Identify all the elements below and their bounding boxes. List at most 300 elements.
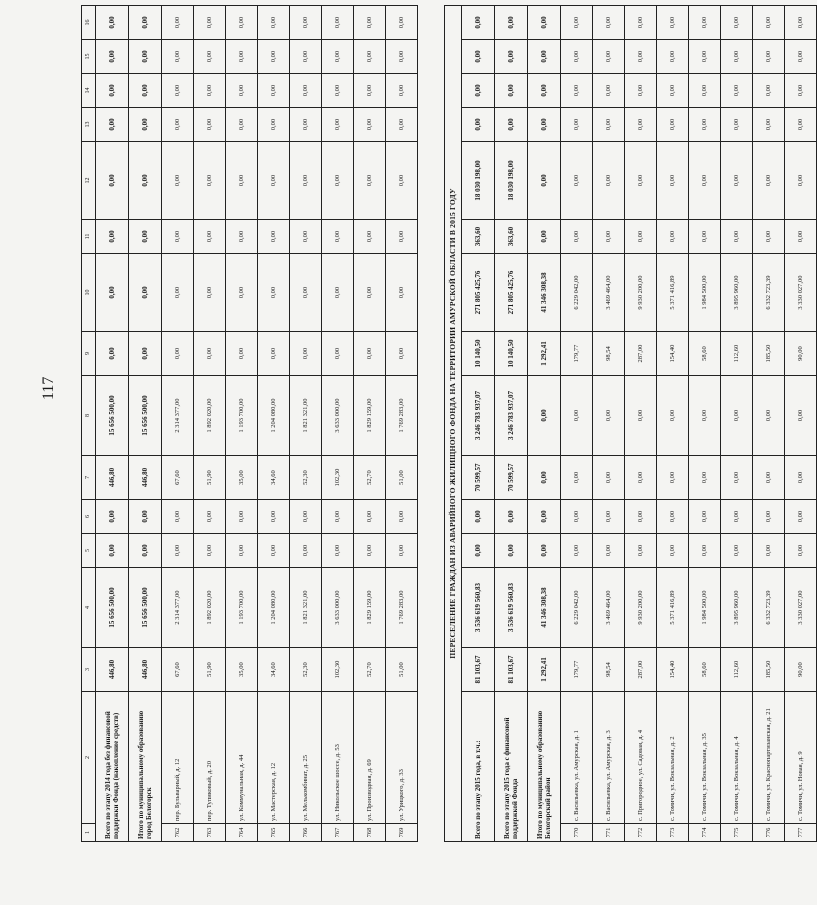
value-cell: 0,00	[290, 534, 322, 568]
spacer-cell	[418, 6, 445, 842]
address-cell: с. Томичи, ул. Вокзальная, д. 2	[657, 692, 689, 824]
value-cell: 179,77	[561, 648, 593, 692]
value-cell: 0,00	[625, 108, 657, 142]
value-cell: 0,00	[625, 142, 657, 220]
value-cell: 0,00	[226, 534, 258, 568]
value-cell: 0,00	[785, 40, 817, 74]
value-cell: 0,00	[194, 74, 226, 108]
value-cell: 0,00	[162, 108, 194, 142]
row-number: 770	[561, 824, 593, 842]
value-cell: 0,00	[785, 74, 817, 108]
column-number: 1	[82, 824, 96, 842]
value-cell: 0,00	[753, 376, 785, 456]
value-cell: 1 769 283,00	[386, 568, 418, 648]
page-number: 117	[40, 376, 57, 400]
row-number: 763	[194, 824, 226, 842]
value-cell: 81 103,67	[462, 648, 495, 692]
address-cell: ул. Коммунальная, д. 44	[226, 692, 258, 824]
value-cell: 0,00	[386, 534, 418, 568]
value-cell: 51,00	[386, 456, 418, 500]
value-cell: 1 892 020,00	[194, 376, 226, 456]
value-cell: 0,00	[194, 40, 226, 74]
value-cell: 0,00	[322, 74, 354, 108]
value-cell: 0,00	[354, 220, 386, 254]
value-cell: 0,00	[689, 142, 721, 220]
value-cell: 0,00	[129, 332, 162, 376]
value-cell: 154,40	[657, 648, 689, 692]
value-cell: 154,40	[657, 332, 689, 376]
value-cell: 0,00	[593, 534, 625, 568]
value-cell: 5 371 416,89	[657, 254, 689, 332]
value-cell: 0,00	[129, 74, 162, 108]
value-cell: 0,00	[689, 500, 721, 534]
fund-total-row-2015	[495, 6, 528, 842]
value-cell: 0,00	[721, 376, 753, 456]
column-number: 16	[82, 6, 96, 40]
value-cell: 35,00	[226, 648, 258, 692]
column-number: 9	[82, 332, 96, 376]
table-row	[561, 6, 593, 842]
value-cell: 0,00	[721, 142, 753, 220]
address-cell: с. Томичи, ул. Новая, д. 9	[785, 692, 817, 824]
value-cell: 0,00	[689, 6, 721, 40]
municipal-total-row	[129, 6, 162, 842]
value-cell: 1 193 700,00	[226, 568, 258, 648]
value-cell: 446,80	[96, 648, 129, 692]
value-cell: 0,00	[322, 40, 354, 74]
value-cell: 0,00	[226, 40, 258, 74]
value-cell: 0,00	[657, 142, 689, 220]
value-cell: 3 469 464,00	[593, 568, 625, 648]
value-cell: 0,00	[322, 6, 354, 40]
value-cell: 0,00	[657, 220, 689, 254]
value-cell: 0,00	[194, 254, 226, 332]
value-cell: 0,00	[96, 108, 129, 142]
value-cell: 35,00	[226, 456, 258, 500]
value-cell: 0,00	[322, 332, 354, 376]
column-number: 14	[82, 74, 96, 108]
value-cell: 0,00	[593, 456, 625, 500]
value-cell: 0,00	[354, 74, 386, 108]
value-cell: 0,00	[721, 40, 753, 74]
value-cell: 0,00	[495, 108, 528, 142]
value-cell: 0,00	[689, 534, 721, 568]
address-cell: ул. Никольское шоссе, д. 53	[322, 692, 354, 824]
value-cell: 98,54	[593, 648, 625, 692]
value-cell: 0,00	[462, 40, 495, 74]
value-cell: 3 330 027,00	[785, 568, 817, 648]
value-cell: 0,00	[162, 6, 194, 40]
value-cell: 0,00	[322, 108, 354, 142]
table-row	[386, 6, 418, 842]
table-row	[689, 6, 721, 842]
value-cell: 0,00	[129, 500, 162, 534]
value-cell: 446,80	[129, 648, 162, 692]
value-cell: 52,30	[290, 456, 322, 500]
value-cell: 0,00	[753, 500, 785, 534]
value-cell: 0,00	[721, 74, 753, 108]
value-cell: 0,00	[528, 500, 561, 534]
value-cell: 58,60	[689, 648, 721, 692]
value-cell: 0,00	[721, 6, 753, 40]
value-cell: 0,00	[561, 108, 593, 142]
value-cell: 0,00	[625, 456, 657, 500]
value-cell: 0,00	[721, 456, 753, 500]
value-cell: 0,00	[129, 142, 162, 220]
value-cell: 0,00	[689, 40, 721, 74]
value-cell: 0,00	[657, 6, 689, 40]
value-cell: 0,00	[561, 40, 593, 74]
value-cell: 0,00	[462, 6, 495, 40]
value-cell: 98,54	[593, 332, 625, 376]
value-cell: 287,00	[625, 648, 657, 692]
value-cell: 0,00	[528, 6, 561, 40]
value-cell: 0,00	[561, 456, 593, 500]
value-cell: 0,00	[258, 40, 290, 74]
value-cell: 0,00	[194, 142, 226, 220]
value-cell: 271 805 425,76	[495, 254, 528, 332]
column-number: 15	[82, 40, 96, 74]
column-number: 6	[82, 500, 96, 534]
value-cell: 0,00	[689, 376, 721, 456]
value-cell: 0,00	[785, 142, 817, 220]
value-cell: 0,00	[226, 220, 258, 254]
value-cell: 3 246 783 937,07	[462, 376, 495, 456]
table-row	[625, 6, 657, 842]
section-heading-body	[418, 6, 462, 842]
table-row	[354, 6, 386, 842]
value-cell: 0,00	[785, 108, 817, 142]
value-cell: 3 469 464,00	[593, 254, 625, 332]
value-cell: 0,00	[528, 220, 561, 254]
value-cell: 1 204 080,00	[258, 376, 290, 456]
address-cell: пер. Бульварный, д. 12	[162, 692, 194, 824]
value-cell: 5 371 416,89	[657, 568, 689, 648]
value-cell: 0,00	[354, 142, 386, 220]
value-cell: 0,00	[226, 500, 258, 534]
value-cell: 0,00	[354, 534, 386, 568]
address-cell: с. Томичи, ул. Вокзальная, д. 4	[721, 692, 753, 824]
value-cell: 1 204 080,00	[258, 568, 290, 648]
value-cell: 3 536 619 560,83	[495, 568, 528, 648]
value-cell: 0,00	[129, 6, 162, 40]
value-cell: 1 829 159,00	[354, 568, 386, 648]
value-cell: 10 140,50	[462, 332, 495, 376]
value-cell: 0,00	[625, 6, 657, 40]
table-row	[785, 6, 817, 842]
value-cell: 51,90	[194, 456, 226, 500]
value-cell: 0,00	[721, 220, 753, 254]
value-cell: 6 332 723,39	[753, 568, 785, 648]
value-cell: 0,00	[129, 40, 162, 74]
value-cell: 0,00	[386, 40, 418, 74]
value-cell: 34,60	[258, 456, 290, 500]
column-number: 10	[82, 254, 96, 332]
value-cell: 0,00	[226, 6, 258, 40]
value-cell: 0,00	[753, 6, 785, 40]
column-number: 7	[82, 456, 96, 500]
value-cell: 0,00	[258, 534, 290, 568]
value-cell: 90,00	[785, 648, 817, 692]
value-cell: 1 984 500,00	[689, 568, 721, 648]
value-cell: 3 633 000,00	[322, 376, 354, 456]
table-row	[753, 6, 785, 842]
value-cell: 0,00	[528, 376, 561, 456]
value-cell: 1 769 283,00	[386, 376, 418, 456]
value-cell: 0,00	[753, 40, 785, 74]
value-cell: 70 599,57	[462, 456, 495, 500]
row-number: 768	[354, 824, 386, 842]
value-cell: 179,77	[561, 332, 593, 376]
value-cell: 0,00	[625, 220, 657, 254]
value-cell: 0,00	[194, 500, 226, 534]
value-cell: 0,00	[162, 332, 194, 376]
value-cell: 0,00	[96, 500, 129, 534]
value-cell: 0,00	[226, 332, 258, 376]
value-cell: 1 193 700,00	[226, 376, 258, 456]
value-cell: 0,00	[96, 6, 129, 40]
value-cell: 0,00	[561, 534, 593, 568]
address-cell: ул. Производная, д. 69	[354, 692, 386, 824]
table-row	[290, 6, 322, 842]
address-cell: пер. Тупиковый, д. 20	[194, 692, 226, 824]
value-cell: 0,00	[162, 74, 194, 108]
value-cell: 0,00	[290, 142, 322, 220]
value-cell: 52,70	[354, 648, 386, 692]
value-cell: 0,00	[322, 254, 354, 332]
value-cell: 0,00	[495, 500, 528, 534]
row-number: 777	[785, 824, 817, 842]
column-number: 2	[82, 692, 96, 824]
value-cell: 0,00	[625, 40, 657, 74]
section-heading: ПЕРЕСЕЛЕНИЕ ГРАЖДАН ИЗ АВАРИЙНОГО ЖИЛИЩНОГО ФОНДА НА ТЕРРИТОРИИ АМУРСКОЙ ОБЛАСТИ В 2015 ГОДУ	[445, 6, 462, 842]
value-cell: 0,00	[258, 332, 290, 376]
value-cell: 0,00	[528, 456, 561, 500]
value-cell: 0,00	[96, 254, 129, 332]
address-cell: с. Пригородное, ул. Садовая, д. 4	[625, 692, 657, 824]
row-number: 765	[258, 824, 290, 842]
value-cell: 67,60	[162, 456, 194, 500]
row-number: 769	[386, 824, 418, 842]
value-cell: 67,60	[162, 648, 194, 692]
value-cell: 0,00	[561, 142, 593, 220]
value-cell: 0,00	[194, 6, 226, 40]
value-cell: 363,60	[495, 220, 528, 254]
value-cell: 0,00	[657, 534, 689, 568]
value-cell: 0,00	[689, 108, 721, 142]
value-cell: 0,00	[753, 108, 785, 142]
value-cell: 0,00	[290, 254, 322, 332]
value-cell: 6 229 042,00	[561, 568, 593, 648]
value-cell: 0,00	[258, 108, 290, 142]
table-row	[593, 6, 625, 842]
value-cell: 0,00	[561, 74, 593, 108]
value-cell: 0,00	[462, 74, 495, 108]
table-row	[162, 6, 194, 842]
value-cell: 0,00	[194, 332, 226, 376]
value-cell: 0,00	[689, 456, 721, 500]
value-cell: 0,00	[290, 220, 322, 254]
value-cell: 0,00	[528, 142, 561, 220]
address-cell: с. Томичи, ул. Вокзальная, д. 35	[689, 692, 721, 824]
value-cell: 1 821 321,00	[290, 376, 322, 456]
value-cell: 0,00	[593, 108, 625, 142]
address-cell: ул. Мелькомбинат, д. 25	[290, 692, 322, 824]
value-cell: 0,00	[96, 142, 129, 220]
value-cell: 2 314 377,00	[162, 376, 194, 456]
address-cell: с. Томичи, ул. Краснопартизанская, д. 21	[753, 692, 785, 824]
report-sheet	[81, 16, 804, 842]
value-cell: 0,00	[354, 332, 386, 376]
value-cell: 0,00	[322, 534, 354, 568]
value-cell: 15 656 500,00	[96, 568, 129, 648]
total-row-2015	[462, 6, 495, 842]
value-cell: 0,00	[386, 254, 418, 332]
value-cell: 3 536 619 560,83	[462, 568, 495, 648]
value-cell: 0,00	[96, 40, 129, 74]
value-cell: 0,00	[721, 534, 753, 568]
value-cell: 0,00	[226, 108, 258, 142]
value-cell: 0,00	[322, 500, 354, 534]
value-cell: 0,00	[753, 456, 785, 500]
value-cell: 1 821 321,00	[290, 568, 322, 648]
value-cell: 0,00	[96, 332, 129, 376]
value-cell: 0,00	[753, 74, 785, 108]
value-cell: 102,30	[322, 456, 354, 500]
value-cell: 0,00	[657, 40, 689, 74]
value-cell: 0,00	[657, 500, 689, 534]
column-number: 11	[82, 220, 96, 254]
value-cell: 0,00	[495, 534, 528, 568]
value-cell: 0,00	[96, 534, 129, 568]
value-cell: 0,00	[194, 108, 226, 142]
resettlement-table	[81, 5, 817, 842]
value-cell: 0,00	[194, 220, 226, 254]
value-cell: 0,00	[593, 376, 625, 456]
value-cell: 0,00	[322, 220, 354, 254]
value-cell: 0,00	[386, 332, 418, 376]
value-cell: 0,00	[785, 220, 817, 254]
value-cell: 0,00	[593, 500, 625, 534]
value-cell: 0,00	[721, 108, 753, 142]
table-body-2015	[462, 6, 817, 842]
value-cell: 287,00	[625, 332, 657, 376]
value-cell: 0,00	[689, 74, 721, 108]
value-cell: 0,00	[462, 534, 495, 568]
value-cell: 3 633 000,00	[322, 568, 354, 648]
row-label: Итого по муниципальному образованию город Белогорск	[129, 692, 162, 842]
value-cell: 0,00	[162, 40, 194, 74]
row-label: Итого по муниципальному образованию Белогорский район	[528, 692, 561, 842]
spacer-row	[418, 6, 445, 842]
value-cell: 0,00	[258, 142, 290, 220]
value-cell: 446,80	[129, 456, 162, 500]
value-cell: 0,00	[322, 142, 354, 220]
row-number: 767	[322, 824, 354, 842]
column-number: 5	[82, 534, 96, 568]
value-cell: 0,00	[462, 108, 495, 142]
table-row	[194, 6, 226, 842]
value-cell: 0,00	[354, 6, 386, 40]
address-cell: с. Васильевка, ул. Амурская, д. 3	[593, 692, 625, 824]
value-cell: 34,60	[258, 648, 290, 692]
value-cell: 0,00	[258, 500, 290, 534]
row-number: 771	[593, 824, 625, 842]
value-cell: 51,00	[386, 648, 418, 692]
value-cell: 0,00	[625, 376, 657, 456]
value-cell: 446,80	[96, 456, 129, 500]
value-cell: 0,00	[96, 220, 129, 254]
value-cell: 0,00	[129, 534, 162, 568]
value-cell: 0,00	[194, 534, 226, 568]
value-cell: 0,00	[386, 220, 418, 254]
value-cell: 2 314 377,00	[162, 568, 194, 648]
value-cell: 0,00	[462, 500, 495, 534]
value-cell: 41 346 308,38	[528, 568, 561, 648]
value-cell: 3 895 960,00	[721, 568, 753, 648]
value-cell: 0,00	[625, 500, 657, 534]
row-label: Всего по этапу 2015 года с финансовой поддержкой Фонда	[495, 692, 528, 842]
table-row	[721, 6, 753, 842]
value-cell: 112,60	[721, 332, 753, 376]
value-cell: 363,60	[462, 220, 495, 254]
value-cell: 0,00	[593, 220, 625, 254]
value-cell: 3 330 027,00	[785, 254, 817, 332]
row-number: 774	[689, 824, 721, 842]
value-cell: 0,00	[258, 254, 290, 332]
value-cell: 185,50	[753, 332, 785, 376]
value-cell: 0,00	[561, 6, 593, 40]
value-cell: 1 292,41	[528, 332, 561, 376]
value-cell: 0,00	[785, 6, 817, 40]
row-number: 764	[226, 824, 258, 842]
value-cell: 0,00	[657, 376, 689, 456]
value-cell: 18 030 198,00	[495, 142, 528, 220]
value-cell: 0,00	[96, 74, 129, 108]
value-cell: 18 030 198,00	[462, 142, 495, 220]
row-number: 773	[657, 824, 689, 842]
value-cell: 0,00	[528, 534, 561, 568]
value-cell: 15 656 500,00	[129, 568, 162, 648]
value-cell: 0,00	[721, 500, 753, 534]
value-cell: 41 346 308,38	[528, 254, 561, 332]
value-cell: 102,30	[322, 648, 354, 692]
value-cell: 0,00	[785, 376, 817, 456]
section-heading-row	[445, 6, 462, 842]
value-cell: 0,00	[226, 254, 258, 332]
value-cell: 0,00	[753, 142, 785, 220]
value-cell: 0,00	[290, 332, 322, 376]
value-cell: 0,00	[162, 254, 194, 332]
value-cell: 0,00	[290, 74, 322, 108]
value-cell: 0,00	[226, 74, 258, 108]
value-cell: 9 930 200,00	[625, 254, 657, 332]
value-cell: 0,00	[290, 6, 322, 40]
value-cell: 1 984 500,00	[689, 254, 721, 332]
value-cell: 90,00	[785, 332, 817, 376]
value-cell: 0,00	[593, 6, 625, 40]
value-cell: 112,60	[721, 648, 753, 692]
address-cell: ул. Мастерская, д. 12	[258, 692, 290, 824]
value-cell: 0,00	[162, 142, 194, 220]
value-cell: 6 229 042,00	[561, 254, 593, 332]
value-cell: 0,00	[354, 500, 386, 534]
value-cell: 0,00	[386, 500, 418, 534]
row-number: 772	[625, 824, 657, 842]
value-cell: 0,00	[258, 220, 290, 254]
value-cell: 0,00	[386, 6, 418, 40]
column-number: 8	[82, 376, 96, 456]
